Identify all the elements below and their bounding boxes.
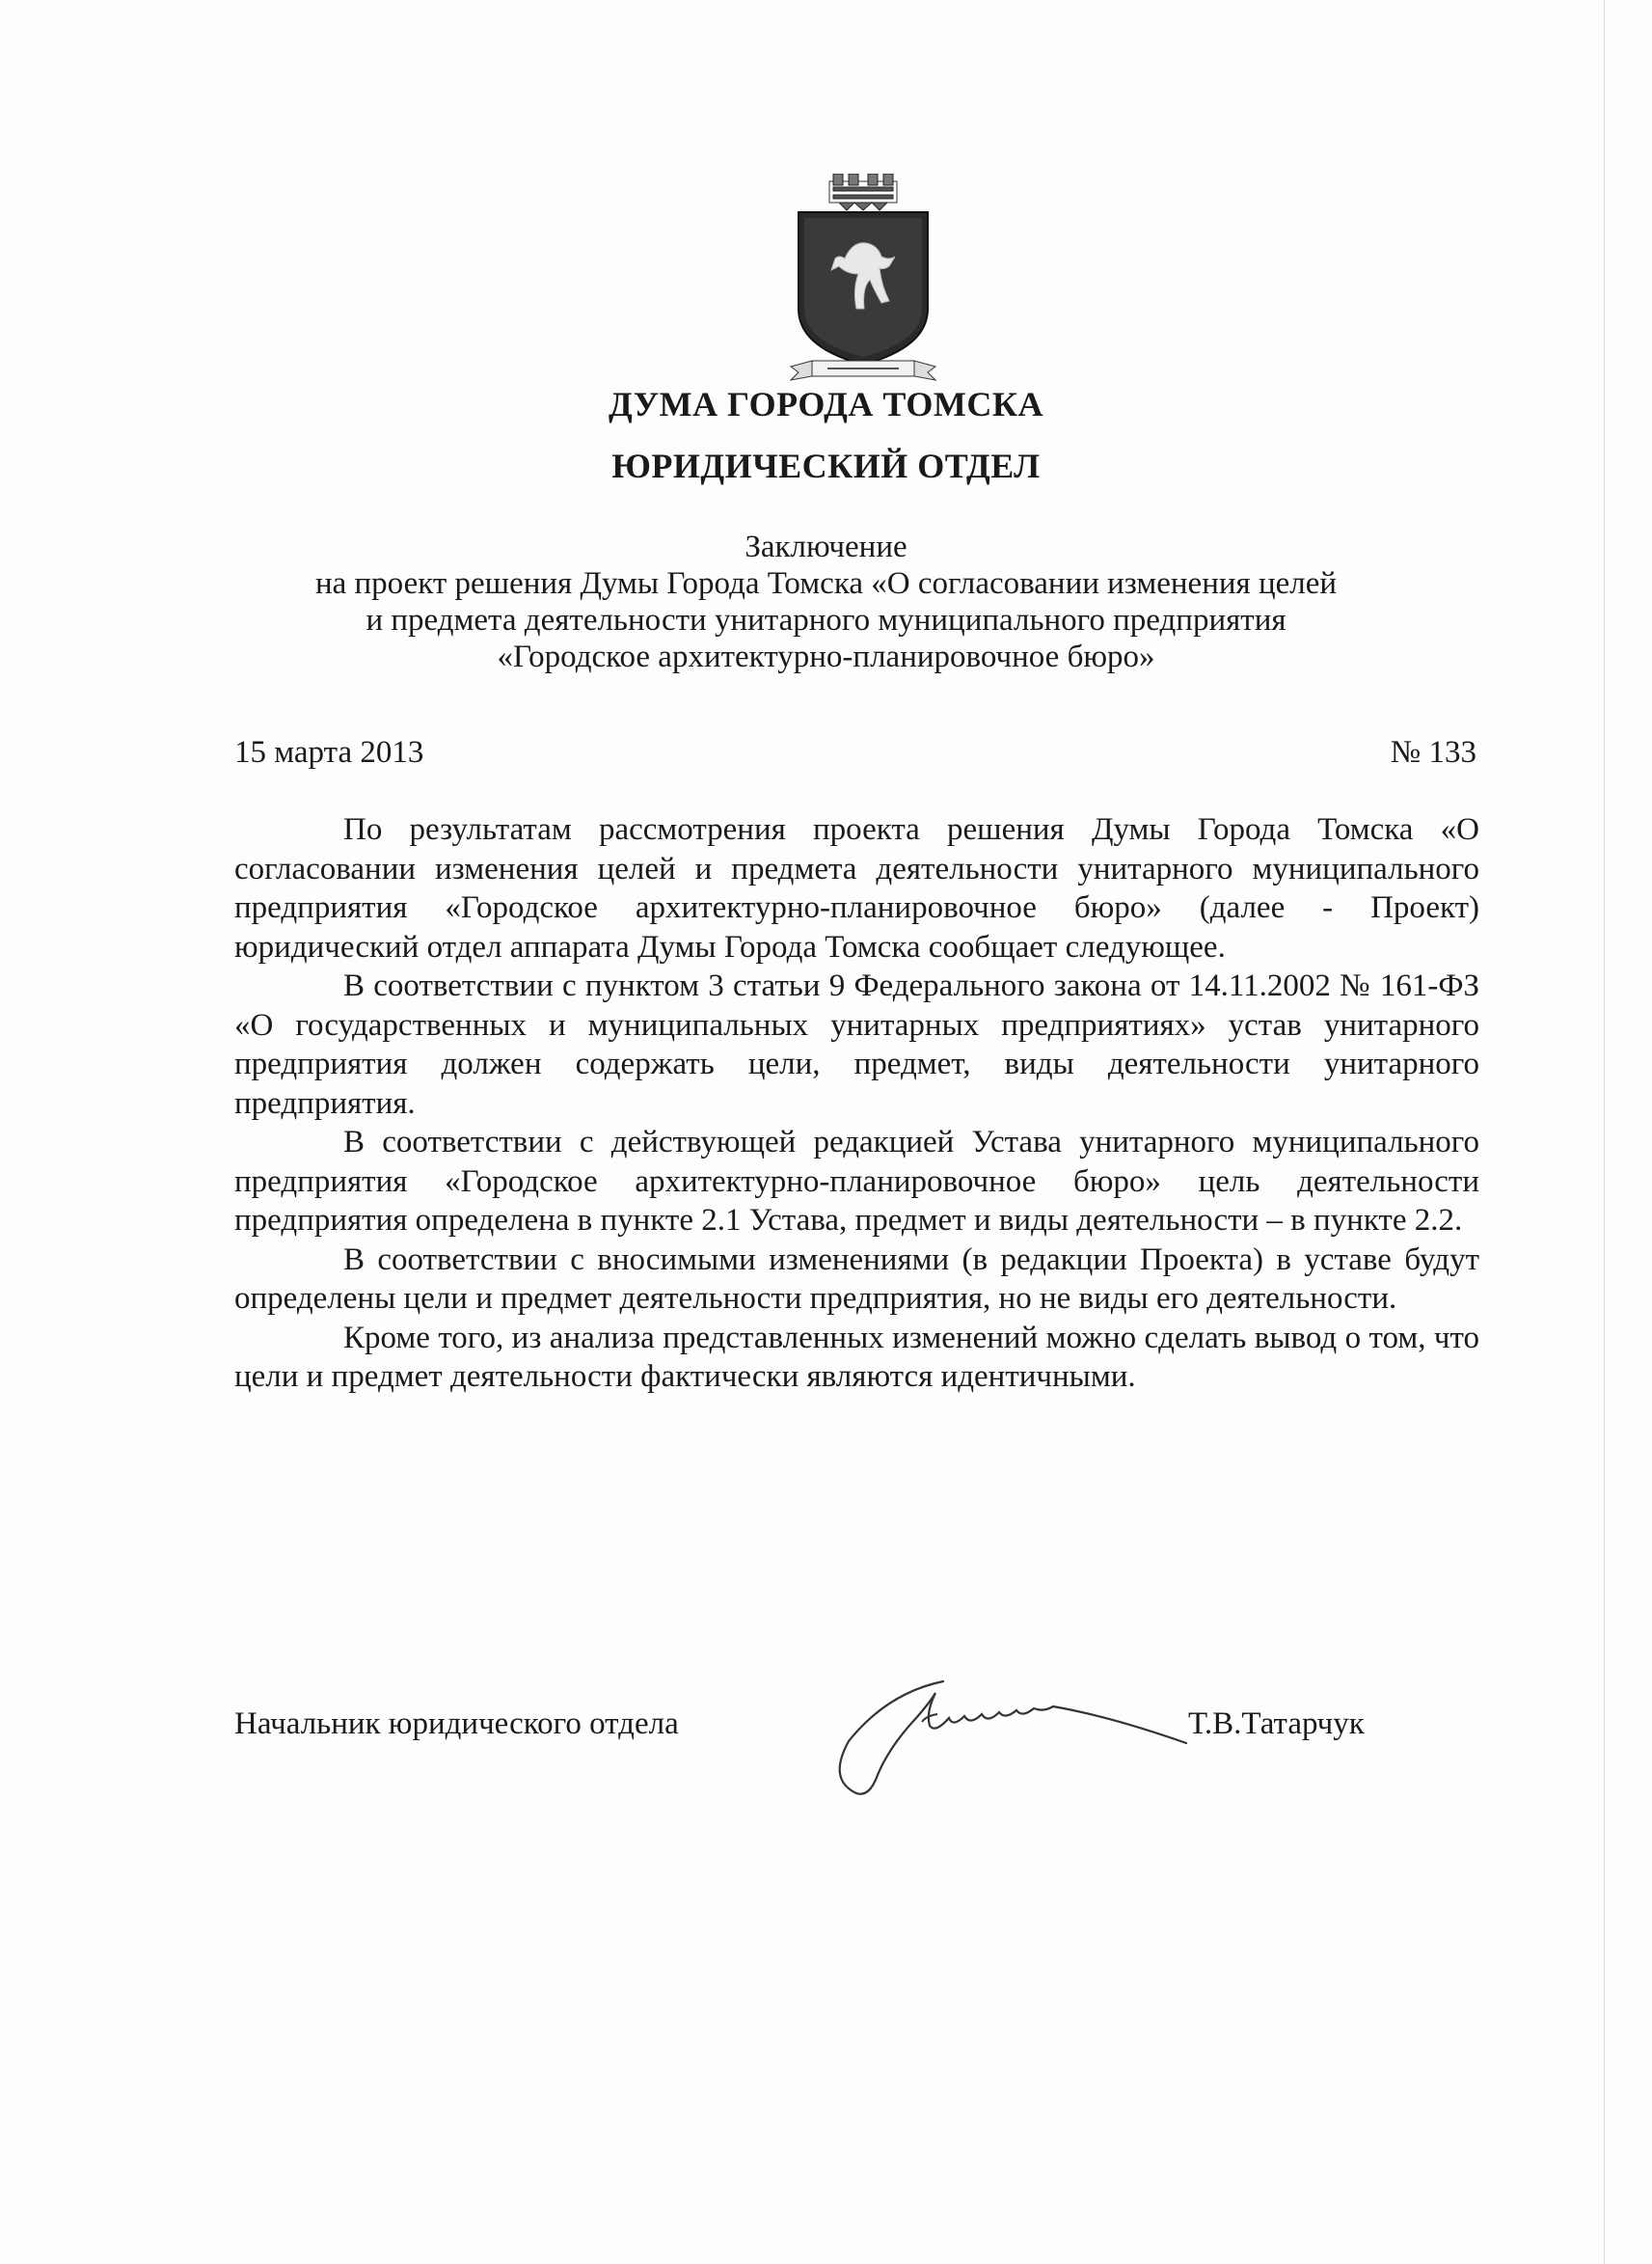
document-number: № 133 — [1390, 735, 1476, 770]
title-line: Заключение — [745, 530, 907, 564]
title-line: на проект решения Думы Города Томска «О согласовании изменения целей — [314, 566, 1338, 601]
handwritten-signature-icon — [829, 1674, 1196, 1804]
department-name: ЮРИДИЧЕСКИЙ ОТДЕЛ — [611, 447, 1041, 485]
body-paragraph: Кроме того, из анализа представленных изменений можно сделать вывод о том, что цели и предмет деятельности фактически являются идентичными. — [234, 1320, 1479, 1394]
org-name: ДУМА ГОРОДА ТОМСКА — [609, 385, 1043, 423]
document-body — [234, 810, 1479, 1397]
body-paragraph: В соответствии с действующей редакцией Устава унитарного муниципального предприятия «Городское архитектурно-планировочное бюро» цель деятельности предприятия определена в пункте 2.1 Устава, предмет и виды деятельности – в пункте 2.2. — [234, 1125, 1479, 1238]
signatory-position: Начальник юридического отдела — [234, 1706, 679, 1741]
body-paragraph: В соответствии с пунктом 3 статьи 9 Федерального закона от 14.11.2002 № 161-ФЗ «О государственных и муниципальных унитарных предприятиях» устав унитарного предприятия должен содержать цели, предмет, виды деятельности унитарного предприятия. — [234, 968, 1479, 1121]
scan-edge-divider — [1604, 0, 1605, 2264]
signatory-name: Т.В.Татарчук — [1188, 1706, 1365, 1741]
body-paragraph: По результатам рассмотрения проекта решения Думы Города Томска «О согласовании изменения целей и предмета деятельности унитарного муниципального предприятия «Городское архитектурно-планировочное бюро» (далее - Проект) юридический отдел аппарата Думы Города Томска сообщает следующее. — [234, 812, 1479, 965]
document-title — [193, 529, 1459, 675]
body-paragraph: В соответствии с вносимыми изменениями (в редакции Проекта) в уставе будут определены цели и предмет деятельности предприятия, но не виды его деятельности. — [234, 1241, 1479, 1316]
city-coat-of-arms-icon — [789, 174, 937, 381]
title-line: и предмета деятельности унитарного муниципального предприятия — [366, 603, 1286, 638]
title-line: «Городское архитектурно-планировочное бюро» — [497, 640, 1155, 674]
document-date: 15 марта 2013 — [234, 735, 424, 770]
